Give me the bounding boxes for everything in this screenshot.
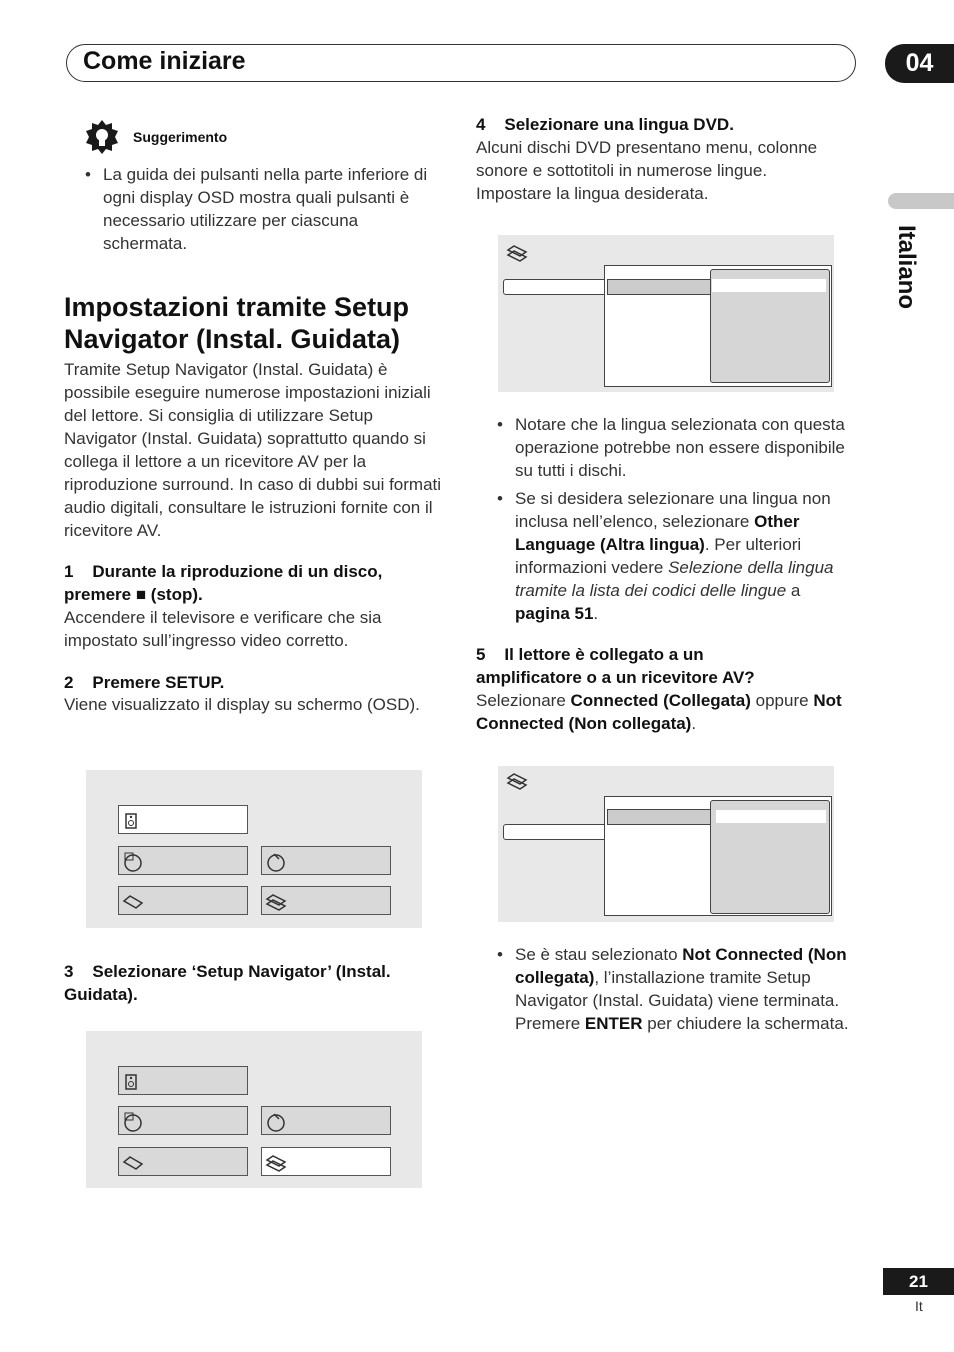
side-tab-bar	[888, 193, 954, 209]
osd-setup-navigator-button	[261, 886, 391, 915]
step2-body: Viene visualizzato il display su schermo (OSD).	[64, 695, 420, 714]
step5-note: • Se è stau selezionato Not Connected (Non collegata), l’installazione tramite Setup Navigator (Instal. Guidata) viene terminata. Premere ENTER per chiudere la schermata.	[497, 945, 849, 1033]
section-title-line1: Impostazioni tramite Setup	[64, 292, 410, 322]
step5-title-a: Il lettore è collegato a un	[504, 645, 704, 664]
section-title-line2: Navigator (Instal. Guidata)	[64, 324, 401, 354]
step4-title: Selezionare una lingua DVD.	[504, 115, 734, 134]
osd-step-tab	[503, 279, 609, 295]
osd-connection-screen	[498, 766, 834, 922]
step4-note2-c: . Per ulteriori informazioni vedere	[515, 535, 802, 577]
step5-body-a: Selezionare	[476, 691, 571, 710]
osd-setup-menu-2	[86, 1031, 422, 1188]
step5-body-e: .	[691, 714, 697, 733]
osd-selected-row	[607, 809, 713, 825]
step3-title-a: Selezionare ‘Setup Navigator’ (Instal.	[92, 962, 391, 981]
not-connected-option: Not Connected (Non collegata)	[476, 691, 842, 733]
step5-body	[476, 689, 856, 735]
osd-setup-navigator-button	[261, 1147, 391, 1176]
not-connected-ref: Not Connected (Non collegata)	[515, 945, 847, 987]
step5-heading	[476, 643, 856, 689]
page-number: 21	[883, 1268, 954, 1295]
speaker-icon	[122, 1071, 142, 1093]
disc-language-icon	[265, 1111, 287, 1133]
page-title: Come iniziare	[83, 47, 246, 75]
setup-navigator-icon	[265, 891, 289, 913]
step5-title-b: amplificatore o a un ricevitore AV?	[476, 668, 755, 687]
step5-note-a: Se è stau selezionato	[515, 945, 683, 964]
step4-note2: • Se si desidera selezionare una lingua non inclusa nell’elenco, selezionare Other Language (Altra lingua). Per ulteriori informazioni vedere Selezione della lingua tramite la lista dei codici delle lingue a pagina 51.	[497, 489, 834, 623]
osd-language-screen	[498, 235, 834, 392]
tip-bullet-text: La guida dei pulsanti nella parte inferiore di ogni display OSD mostra quali pulsanti è necessario utilizzare per ciascuna schermata.	[103, 165, 428, 253]
osd-video-button	[118, 846, 248, 875]
osd-language-button	[261, 846, 391, 875]
other-language-option: Other Language (Altra lingua)	[515, 512, 800, 554]
step4-note2-a: Se si desidera selezionare una lingua non inclusa nell’elenco, selezionare	[515, 489, 831, 531]
step4-note1: • Notare che la lingua selezionata con questa operazione potrebbe non essere disponibile su tutti i dischi.	[497, 413, 857, 482]
step3-title-b: Guidata).	[64, 985, 138, 1004]
tip-bullet: • La guida dei pulsanti nella parte inferiore di ogni display OSD mostra quali pulsanti è necessario utilizzare per ciascuna schermata.	[85, 163, 445, 255]
disc-video-icon	[122, 1111, 144, 1133]
step1-title-b: premere ■ (stop).	[64, 585, 203, 604]
step2-heading	[64, 671, 224, 694]
connected-option: Connected (Collegata)	[570, 691, 751, 710]
step4-number: 4	[476, 115, 486, 134]
osd-language-highlight	[712, 279, 826, 292]
step1-body: Accendere il televisore e verificare che sia impostato sull’ingresso video corretto.	[64, 608, 382, 650]
disc-language-icon	[265, 851, 287, 873]
osd-audio-button	[118, 1066, 248, 1095]
step3-heading	[64, 960, 444, 1006]
step4-heading	[476, 113, 734, 136]
osd-language-button	[261, 1106, 391, 1135]
step3-number: 3	[64, 962, 74, 981]
step5-note-e: per chiudere la schermata.	[642, 1014, 849, 1033]
step1-number: 1	[64, 562, 74, 581]
step1-title-a: Durante la riproduzione di un disco,	[92, 562, 383, 581]
step1-heading	[64, 560, 444, 606]
osd-video-button	[118, 1106, 248, 1135]
osd-general-button	[118, 1147, 248, 1176]
setup-navigator-icon	[506, 243, 530, 263]
step2-number: 2	[64, 673, 74, 692]
disc-video-icon	[122, 851, 144, 873]
osd-step-tab	[503, 824, 609, 840]
side-language-tab	[880, 225, 940, 321]
section-intro: Tramite Setup Navigator (Instal. Guidata) è possibile eseguire numerose impostazioni iniziali del lettore. Si consiglia di utilizzare Setup Navigator (Instal. Guidata) soprattutto quando si collega il lettore a un ricevitore AV per la riproduzione surround. In caso di dubbi sui formati audio digitali, consultare le istruzioni fornite con il ricevitore AV.	[64, 360, 442, 540]
side-language-label: Italiano	[893, 225, 920, 310]
page-language: It	[915, 1298, 923, 1314]
tip-heading: Suggerimento	[133, 129, 228, 145]
osd-audio-button	[118, 805, 248, 834]
step5-note-c: , l’installazione tramite Setup Navigator (Instal. Guidata) viene terminata. Premere	[515, 968, 840, 1033]
setup-navigator-icon	[506, 771, 530, 791]
step2-title: Premere SETUP.	[92, 673, 225, 692]
tag-icon	[122, 891, 144, 913]
reference-section: Selezione della lingua tramite la lista dei codici delle lingue	[515, 558, 834, 600]
enter-key: ENTER	[584, 1014, 643, 1033]
speaker-icon	[122, 810, 142, 832]
setup-navigator-icon	[265, 1152, 289, 1174]
step5-number: 5	[476, 645, 486, 664]
step4-note2-e: a	[786, 581, 801, 600]
tip-icon	[84, 119, 120, 160]
osd-selected-row	[607, 279, 713, 295]
tag-icon	[122, 1152, 144, 1174]
chapter-badge: 04	[885, 44, 954, 83]
osd-setup-menu-1	[86, 770, 422, 928]
step4-note2-g: .	[593, 604, 599, 623]
page-reference: pagina 51	[515, 604, 594, 623]
step5-body-c: oppure	[750, 691, 814, 710]
step4-body: Alcuni dischi DVD presentano menu, colonne sonore e sottotitoli in numerose lingue. Impostare la lingua desiderata.	[476, 138, 818, 203]
osd-general-button	[118, 886, 248, 915]
osd-option-highlight	[716, 810, 826, 823]
step4-note1-text: Notare che la lingua selezionata con questa operazione potrebbe non essere disponibile su tutti i dischi.	[515, 415, 845, 480]
